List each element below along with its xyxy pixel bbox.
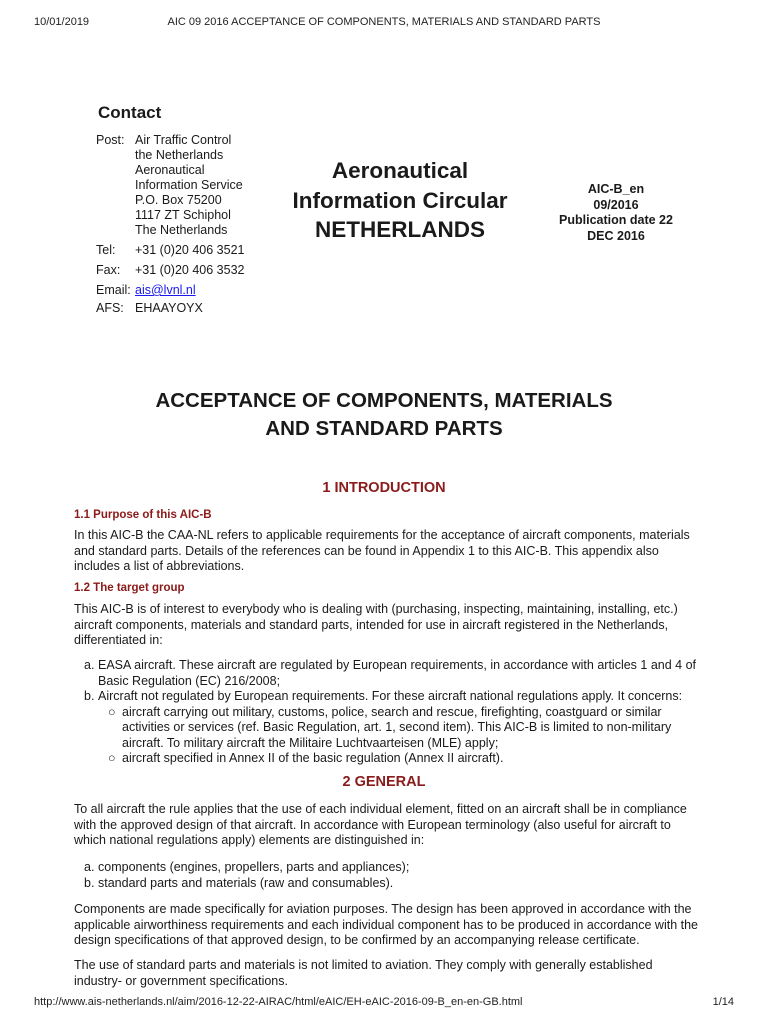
address-line: The Netherlands — [135, 223, 228, 237]
paragraph-target-group: This AIC-B is of interest to everybody who is dealing with (purchasing, inspecting, maintaining, installing, etc.) aircraft components, materials and standard parts, intended for use in aircraft registered in the Netherlands, differentiated in: — [74, 602, 678, 647]
aic-metadata — [553, 182, 679, 244]
email-label: Email: — [96, 283, 131, 297]
section-heading-general: 2 GENERAL — [342, 774, 426, 790]
post-label: Post: — [96, 133, 125, 147]
address-line: Air Traffic Control — [135, 133, 232, 147]
contact-table — [96, 133, 244, 316]
document-title-line: AND STANDARD PARTS — [265, 417, 503, 440]
document-title — [70, 387, 698, 443]
tel-label: Tel: — [96, 243, 116, 257]
paragraph-purpose: In this AIC-B the CAA-NL refers to applicable requirements for the acceptance of aircraft components, materials and standard parts. Details of the references can be found in Appendix 1 to this AIC-B. This appendix also includes a list of abbreviations. — [74, 528, 690, 573]
list-item — [74, 860, 698, 876]
publication-date: Publication date 22 — [559, 213, 673, 227]
aic-title-line: Aeronautical — [331, 158, 469, 183]
contact-heading: Contact — [98, 103, 162, 122]
aic-title-line: NETHERLANDS — [314, 217, 485, 242]
list-item — [74, 689, 698, 767]
subsection-heading-target-group: 1.2 The target group — [74, 582, 185, 594]
list-marker: b. — [84, 689, 95, 703]
address-line: Information Service — [135, 178, 243, 192]
aic-id: AIC-B_en — [587, 182, 645, 196]
afs-value: EHAAYOYX — [135, 301, 203, 315]
aircraft-type-list — [74, 658, 698, 767]
paragraph-components: Components are made specifically for aviation purposes. The design has been approved in accordance with the applicable airworthiness requirements and each individual component has to be produced in accordance with the design specifications of that approved design, to be confirmed by an accompanying release certificate. — [74, 902, 698, 947]
afs-label: AFS: — [96, 301, 124, 315]
publication-date: DEC 2016 — [587, 228, 645, 243]
sublist-item — [98, 705, 698, 752]
print-date: 10/01/2019 — [34, 16, 90, 28]
tel-value: +31 (0)20 406 3521 — [135, 243, 245, 257]
paragraph-general-intro: To all aircraft the rule applies that the use of each individual element, fitted on an aircraft shall be in compliance with the approved design of that aircraft. In accordance with European terminology (also useful for aircraft to which national regulations apply) elements are distinguished in: — [74, 802, 687, 847]
bullet-circle-icon: ○ — [108, 704, 116, 719]
paragraph-standard-parts: The use of standard parts and materials is not limited to aviation. They comply with generally established industry- or government specifications. — [74, 958, 653, 988]
address-line: Aeronautical — [135, 163, 205, 177]
aic-title-line: Information Circular — [292, 187, 508, 213]
aic-title — [272, 156, 528, 245]
print-header-title: AIC 09 2016 ACCEPTANCE OF COMPONENTS, MATERIALS AND STANDARD PARTS — [167, 16, 601, 28]
sublist-item — [98, 751, 698, 767]
list-item — [74, 876, 698, 892]
sublist-item-text: aircraft specified in Annex II of the basic regulation (Annex II aircraft). — [122, 751, 504, 765]
address-line: 1117 ZT Schiphol — [135, 208, 231, 222]
fax-value: +31 (0)20 406 3532 — [135, 263, 245, 277]
document-title-line: ACCEPTANCE OF COMPONENTS, MATERIALS — [155, 389, 613, 412]
page-number: 1/14 — [712, 996, 734, 1008]
address-line: P.O. Box 75200 — [135, 193, 222, 207]
print-footer-url: http://www.ais-netherlands.nl/aim/2016-12-22-AIRAC/html/eAIC/EH-eAIC-2016-09-B_en-en-GB.html — [34, 996, 523, 1008]
bullet-circle-icon: ○ — [108, 751, 116, 765]
address-line: the Netherlands — [135, 148, 224, 162]
fax-label: Fax: — [96, 263, 121, 277]
list-marker: a. — [84, 860, 95, 874]
section-heading-introduction: 1 INTRODUCTION — [322, 480, 446, 496]
email-link[interactable]: ais@lvnl.nl — [135, 283, 196, 297]
aircraft-sublist — [98, 705, 698, 767]
list-item-text: Aircraft not regulated by European requirements. For these aircraft national regulations apply. It concerns: — [98, 689, 683, 703]
sublist-item-text: aircraft carrying out military, customs, police, search and rescue, firefighting, coastguard or similar activities or services (ref. Basic Regulation, art. 1, second item). This AIC-B is limited to non-military aircraft. To military aircraft the Militaire Luchtvaarteisen (MLE) apply; — [122, 704, 672, 750]
aic-number: 09/2016 — [593, 197, 639, 212]
subsection-heading-purpose: 1.1 Purpose of this AIC-B — [74, 509, 212, 521]
element-type-list — [74, 860, 698, 891]
list-item-text: components (engines, propellers, parts and appliances); — [98, 860, 410, 874]
list-marker: b. — [84, 875, 95, 890]
list-item-text: EASA aircraft. These aircraft are regulated by European requirements, in accordance with articles 1 and 4 of Basic Regulation (EC) 216/2008; — [98, 658, 697, 688]
list-marker: a. — [84, 658, 95, 672]
list-item-text: standard parts and materials (raw and consumables). — [98, 875, 394, 890]
list-item — [74, 658, 698, 689]
post-address — [135, 133, 244, 238]
